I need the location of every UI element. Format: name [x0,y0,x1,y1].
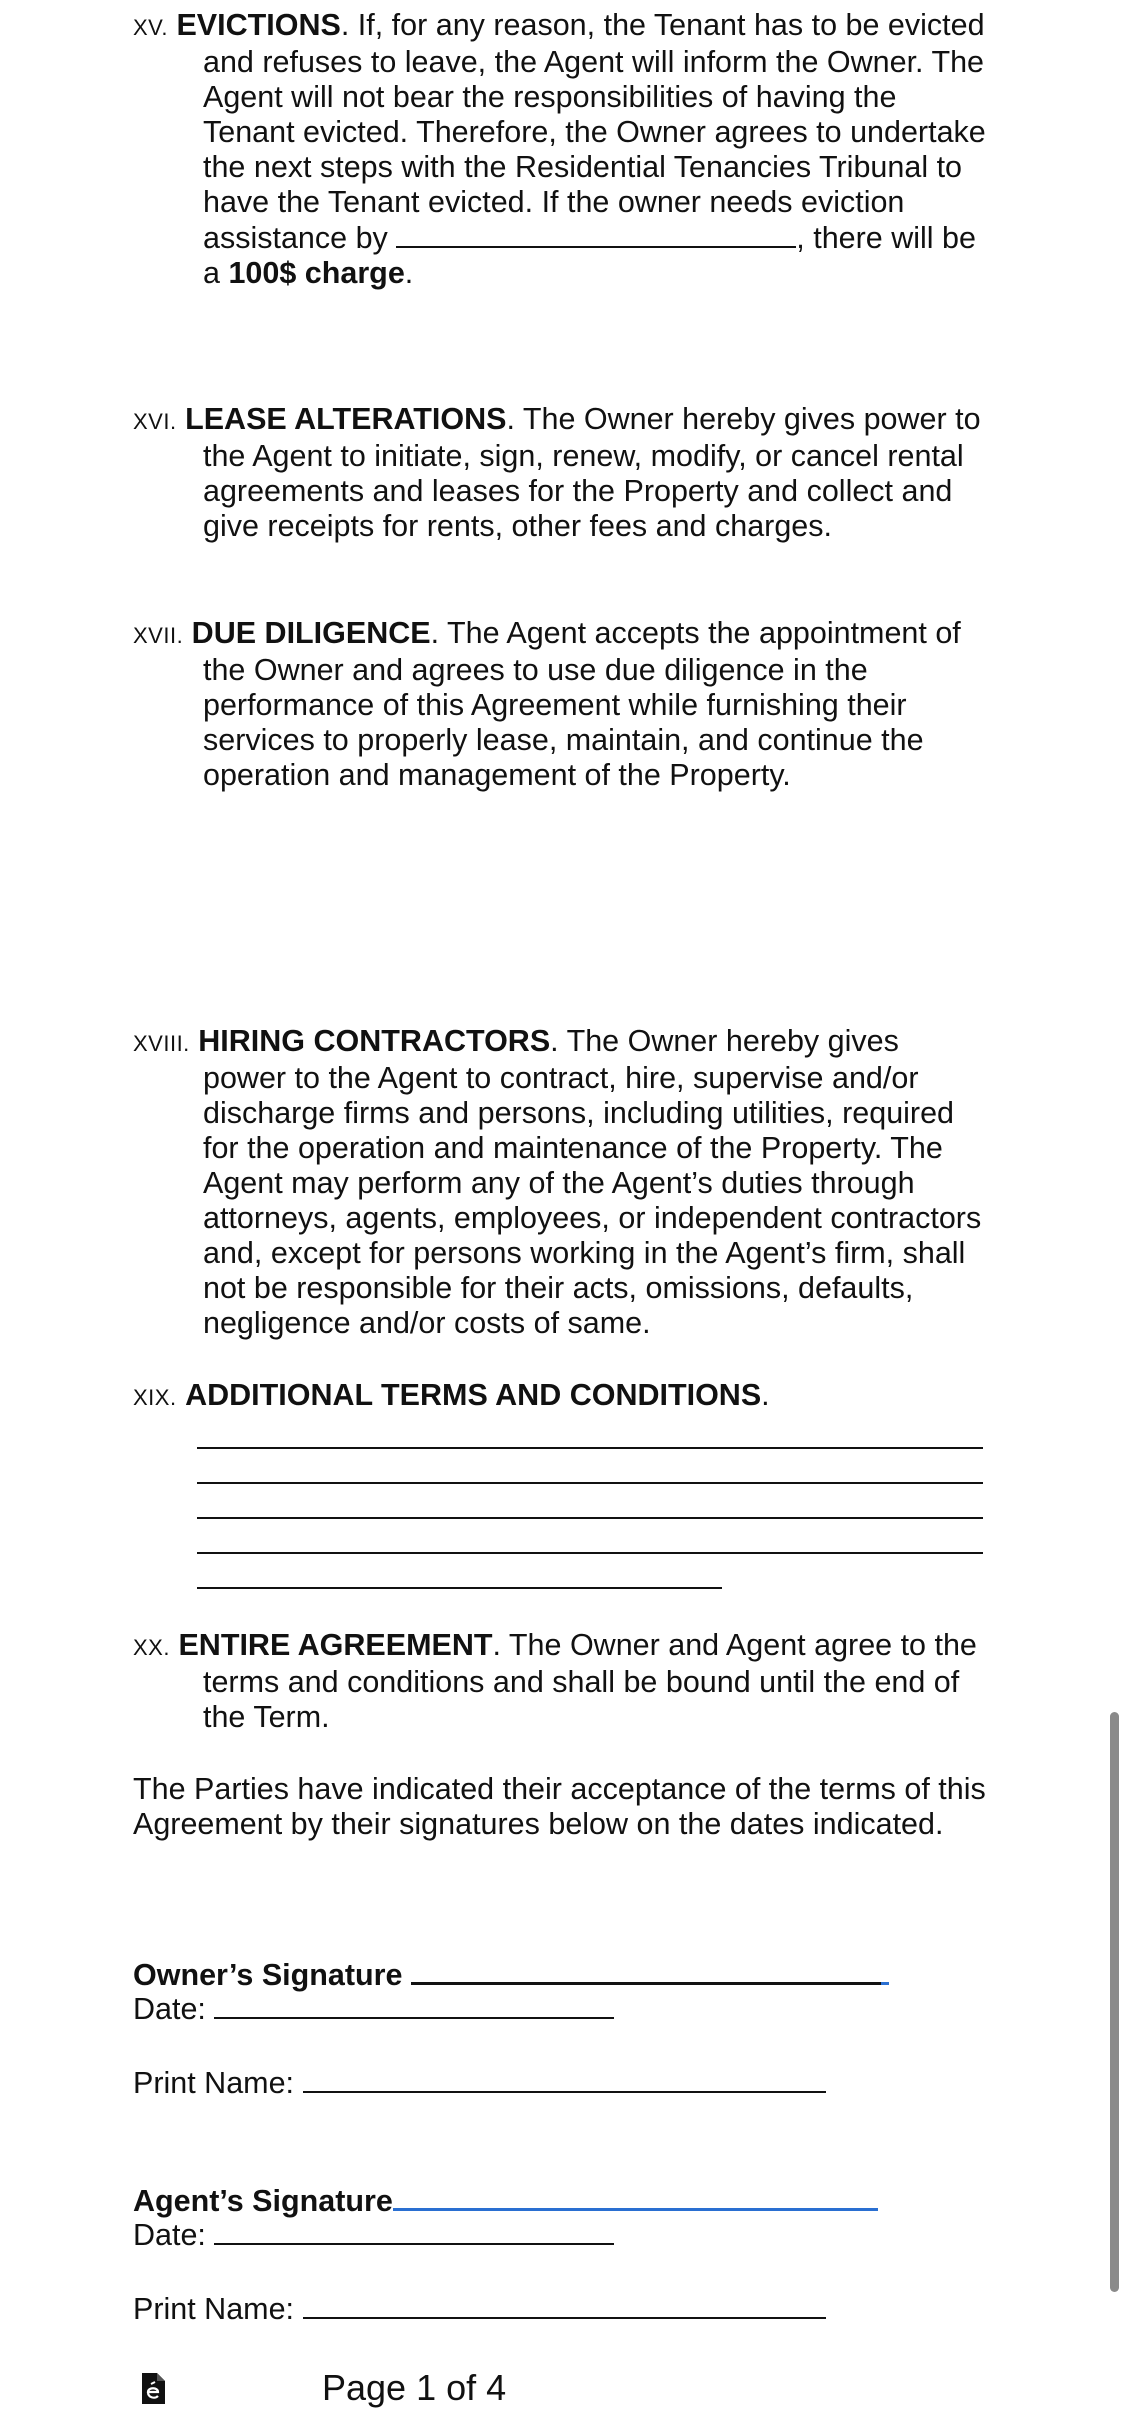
clause-heading: ENTIRE AGREEMENT [178,1628,493,1662]
additional-terms-line[interactable] [197,1554,722,1589]
vertical-scrollbar[interactable] [1110,1712,1119,2292]
page-footer [0,2360,1125,2420]
additional-terms-line[interactable] [197,1484,983,1519]
agent-print-name-row [133,2291,826,2327]
clause-end: . [761,1378,770,1412]
owner-date-line[interactable] [214,1991,614,2019]
owner-signature-line[interactable] [411,1956,881,1985]
eviction-assistance-blank[interactable] [396,220,796,248]
owner-signature-line-tail [881,1956,889,1985]
clause-numeral: XV. [133,15,168,40]
agent-print-name-line[interactable] [303,2291,826,2319]
clause-hiring-contractors [133,1024,988,1341]
clause-end: . [404,256,414,290]
clause-numeral: XVIII. [133,1031,190,1056]
owner-signature-label: Owner’s Signature [133,1958,411,1992]
owner-print-name-line[interactable] [303,2065,826,2093]
clause-heading: LEASE ALTERATIONS [185,402,507,436]
clause-heading: ADDITIONAL TERMS AND CONDITIONS [185,1378,762,1412]
clause-body-continued: , there will be a [203,221,976,290]
clause-due-diligence [133,616,988,793]
clause-heading: EVICTIONS [176,8,341,42]
additional-terms-line[interactable] [197,1449,983,1484]
owner-signature-row [133,1956,889,1993]
clause-numeral: XIX. [133,1385,177,1410]
agent-date-label: Date: [133,2218,215,2252]
eviction-charge: 100$ charge [228,256,405,290]
clause-heading: DUE DILIGENCE [191,616,431,650]
agent-signature-label: Agent’s Signature [133,2184,393,2218]
additional-terms-line[interactable] [197,1414,983,1449]
additional-terms-lines [197,1414,983,1589]
owner-print-name-label: Print Name: [133,2066,303,2100]
owner-date-label: Date: [133,1992,215,2026]
additional-terms-line[interactable] [197,1519,983,1554]
clause-entire-agreement [133,1628,988,1735]
agent-signature-row [133,2182,878,2219]
clause-lease-alterations [133,402,988,544]
clause-additional-terms [133,1378,988,1415]
clause-body: . The Agent accepts the appointment of the Owner and agrees to use due diligence in the performance of this Agreement while furnishing their services to properly lease, maintain, and continue the operation and management of the Property. [203,616,961,792]
agent-print-name-label: Print Name: [133,2292,303,2326]
agent-date-line[interactable] [214,2217,614,2245]
clause-body: . The Owner and Agent agree to the terms and conditions and shall be bound until the end of the Term. [203,1628,977,1734]
clause-heading: HIRING CONTRACTORS [198,1024,551,1058]
page-indicator: Page 1 of 4 [322,2367,507,2408]
agent-signature-line[interactable] [393,2182,878,2211]
owner-date-row [133,1991,614,2027]
clause-body: . The Owner hereby gives power to the Agent to initiate, sign, renew, modify, or cancel rental agreements and leases for the Property and collect and give receipts for rents, other fees and charges. [203,402,981,543]
clause-body: . If, for any reason, the Tenant has to be evicted and refuses to leave, the Agent will inform the Owner. The Agent will not bear the responsibilities of having the Tenant evicted. Therefore, the Owner agrees to undertake the next steps with the Residential Tenancies Tribunal to have the Tenant evicted. If the owner needs eviction assistance by [203,8,986,255]
owner-print-name-row [133,2065,826,2101]
clause-numeral: XVII. [133,623,184,648]
acceptance-paragraph: The Parties have indicated their acceptance of the terms of this Agreement by their signatures below on the dates indicated. [133,1772,986,1841]
clause-evictions [133,8,988,291]
clause-numeral: XVI. [133,409,177,434]
document-icon[interactable] [140,2372,166,2405]
clause-numeral: XX. [133,1635,170,1660]
agent-date-row [133,2217,614,2253]
clause-body: . The Owner hereby gives power to the Agent to contract, hire, supervise and/or discharge firms and persons, including utilities, required for the operation and maintenance of the Property. The Agent may perform any of the Agent’s duties through attorneys, agents, employees, or independent contractors and, except for persons working in the Agent’s firm, shall not be responsible for their acts, omissions, defaults, negligence and/or costs of same. [203,1024,982,1340]
